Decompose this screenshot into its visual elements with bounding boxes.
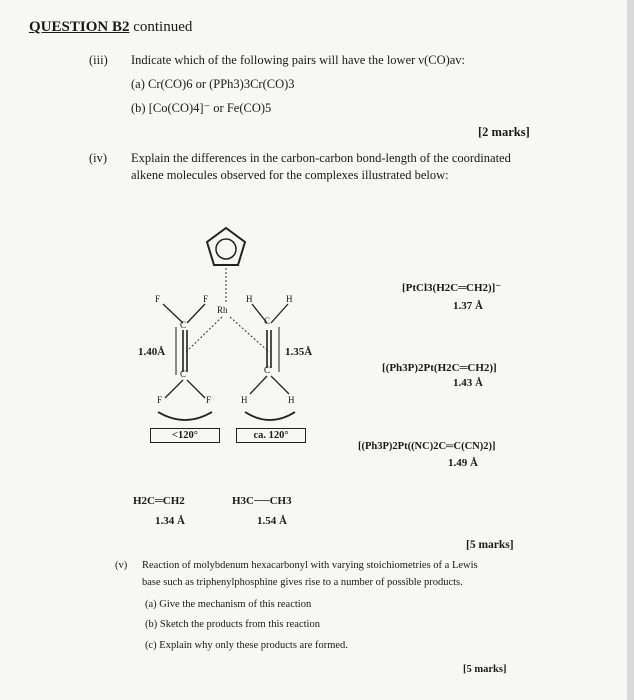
part-iii-prompt: Indicate which of the following pairs will have the lower ν(CO)av: — [131, 53, 466, 67]
part-iii-option-a: (a) Cr(CO)6 or (PPh3)3Cr(CO)3 — [131, 77, 295, 91]
part-v-line-1: Reaction of molybdenum hexacarbonyl with varying stoichiometries of a Lewis — [142, 560, 478, 571]
part-v-option-c: (c) Explain why only these products are formed. — [145, 640, 348, 651]
part-v-marks: [5 marks] — [463, 664, 507, 675]
part-iv-line-2: alkene molecules observed for the complexes illustrated below: — [131, 168, 449, 182]
complex-3-formula: [(Ph3P)2Pt((NC)2C═C(CN)2)] — [358, 441, 496, 452]
f-atom: F — [206, 395, 212, 405]
complex-2-length: 1.43 Å — [453, 377, 483, 389]
left-top-f-bond-2 — [187, 304, 205, 323]
f-atom: F — [203, 294, 209, 304]
rh-atom: Rh — [217, 305, 228, 315]
part-v-line-2: base such as triphenylphosphine gives rise to a number of possible products. — [142, 577, 463, 588]
h-atom: H — [246, 294, 253, 304]
left-angle-box: <120° — [150, 428, 220, 443]
continued-label: continued — [133, 19, 193, 35]
h-atom: H — [241, 395, 248, 405]
left-angle-arc — [158, 412, 212, 420]
left-bond-length: 1.40Å — [138, 346, 166, 358]
left-bottom-f-bond-1 — [165, 380, 183, 398]
right-bond-length: 1.35Å — [285, 346, 313, 358]
complex-3-length: 1.49 Å — [448, 457, 478, 469]
h-atom: H — [288, 395, 295, 405]
question-number: QUESTION B2 — [29, 19, 130, 35]
c-atom: C — [180, 320, 187, 330]
rh-left-alkene-bond — [186, 317, 222, 352]
right-top-h-bond-2 — [271, 304, 288, 323]
part-iii-option-b: (b) [Co(CO)4]⁻ or Fe(CO)5 — [131, 101, 272, 115]
part-iii-number: (iii) — [89, 53, 108, 67]
part-v-number: (v) — [115, 560, 128, 571]
c-atom: C — [180, 369, 187, 379]
part-v-option-a: (a) Give the mechanism of this reaction — [145, 599, 312, 610]
c-atom: C — [264, 316, 271, 326]
part-iii-marks: [2 marks] — [478, 125, 530, 139]
part-v-option-b: (b) Sketch the products from this reaction — [145, 619, 320, 630]
complex-2-formula: [(Ph3P)2Pt(H2C═CH2)] — [382, 362, 497, 374]
complex-1-length: 1.37 Å — [453, 300, 483, 312]
f-atom: F — [157, 395, 163, 405]
ethane-bond-length: 1.54 Å — [257, 515, 287, 527]
part-iv-number: (iv) — [89, 151, 108, 165]
ethylene-formula: H2C═CH2 — [133, 495, 185, 507]
part-iv-marks: [5 marks] — [466, 539, 514, 551]
right-bottom-h-bond-1 — [250, 376, 267, 394]
part-iv-line-1: Explain the differences in the carbon-carbon bond-length of the coordinated — [131, 151, 511, 165]
right-angle-box: ca. 120° — [236, 428, 306, 443]
aromatic-circle — [216, 239, 236, 259]
ethylene-bond-length: 1.34 Å — [155, 515, 185, 527]
right-bottom-h-bond-2 — [271, 376, 289, 394]
h-atom: H — [286, 294, 293, 304]
left-bottom-f-bond-2 — [187, 380, 205, 398]
complex-1-formula: [PtCl3(H2C═CH2)]⁻ — [402, 282, 502, 294]
ethane-formula: H3C──CH3 — [232, 495, 292, 507]
f-atom: F — [155, 294, 161, 304]
right-angle-arc — [245, 412, 295, 420]
c-atom: C — [264, 365, 271, 375]
